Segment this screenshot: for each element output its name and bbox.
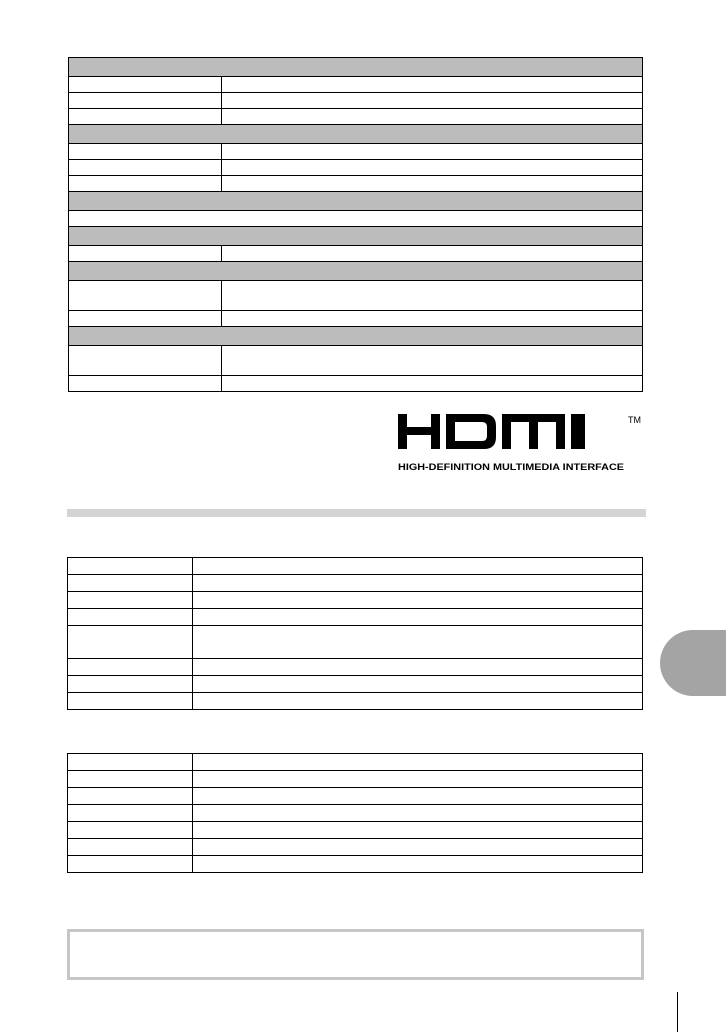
spec-row — [69, 144, 643, 160]
section-header-row — [69, 58, 643, 77]
spec-row — [69, 211, 643, 227]
table-row — [68, 592, 643, 609]
table-row — [68, 609, 643, 626]
section-header-row — [69, 327, 643, 346]
spec-row — [69, 160, 643, 176]
section-header-row — [69, 227, 643, 246]
spec-row — [69, 77, 643, 93]
spec-row — [69, 93, 643, 109]
table-row — [68, 626, 643, 659]
spec-row — [69, 246, 643, 262]
note-box — [67, 929, 644, 980]
table-row — [68, 693, 643, 710]
spec-row — [69, 109, 643, 125]
table-row — [68, 805, 643, 822]
table-row — [68, 575, 643, 592]
table-row — [68, 754, 643, 771]
chapter-side-tab — [660, 630, 726, 696]
hdmi-logo — [398, 409, 646, 473]
spec-row — [69, 176, 643, 192]
page-edge-line — [677, 992, 678, 1032]
table-row — [68, 822, 643, 839]
table-row — [68, 839, 643, 856]
section-header-row — [69, 262, 643, 281]
hdmi-tm: TM — [628, 415, 641, 425]
table-row — [68, 558, 643, 575]
lower-spec-table-1 — [67, 557, 643, 710]
specifications-table — [68, 57, 643, 392]
spec-row — [69, 311, 643, 327]
table-row — [68, 856, 643, 873]
table-row — [68, 676, 643, 693]
section-divider-band — [67, 509, 646, 517]
table-row — [68, 771, 643, 788]
spec-row — [69, 346, 643, 376]
table-row — [68, 659, 643, 676]
lower-spec-table-2 — [67, 753, 643, 873]
section-header-row — [69, 125, 643, 144]
section-header-row — [69, 192, 643, 211]
spec-row — [69, 281, 643, 311]
spec-row — [69, 376, 643, 392]
hdmi-tagline: HIGH-DEFINITION MULTIMEDIA INTERFACE — [398, 462, 625, 473]
table-row — [68, 788, 643, 805]
